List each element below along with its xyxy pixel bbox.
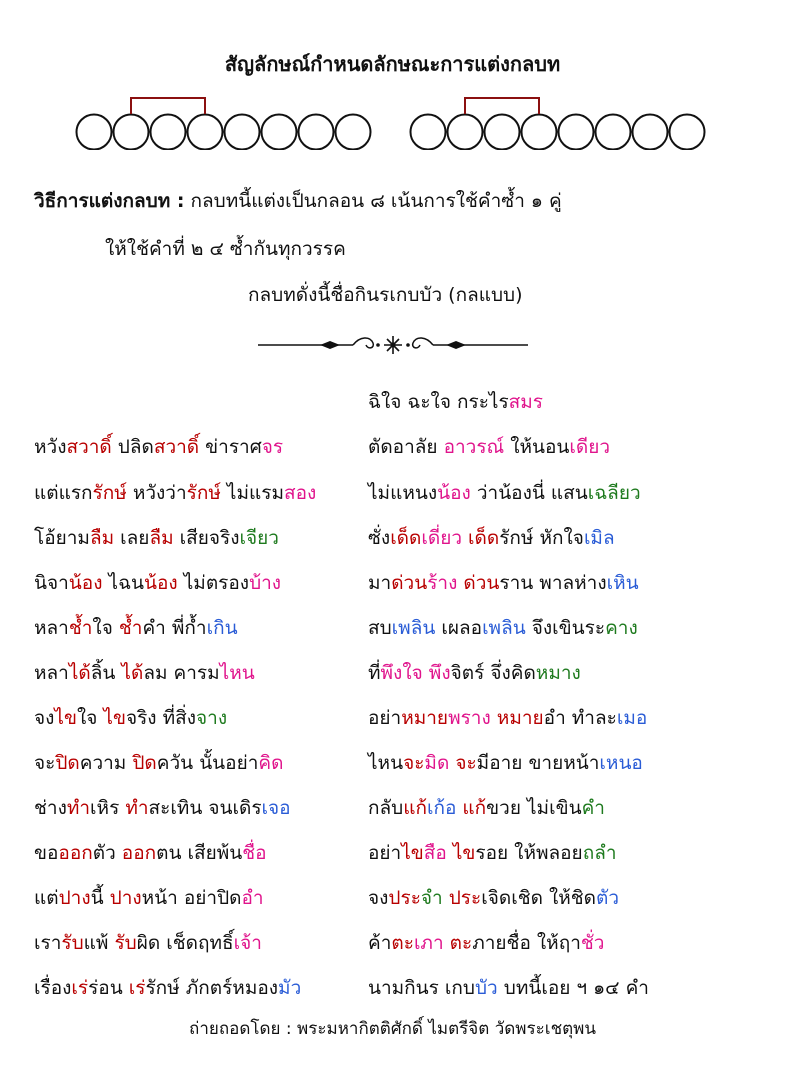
verse-segment: น้อง	[437, 482, 471, 504]
verse-segment: ลืม	[149, 527, 174, 549]
verse-line	[368, 660, 581, 686]
verse-segment: ไฉน	[102, 572, 145, 594]
verse-segment: หวังว่า	[126, 482, 187, 504]
verse-segment: ค้า	[368, 932, 392, 954]
verse-segment: จร	[261, 436, 284, 458]
verse-segment: ขอ	[34, 842, 59, 864]
verse-segment: รักษ์	[92, 482, 127, 504]
verse-segment: ด่วน	[463, 572, 500, 594]
verse-segment: ว่าน้องนี่ แสน	[470, 482, 588, 504]
verse-line	[34, 705, 227, 731]
verse-line	[368, 615, 638, 641]
intro-line-1	[34, 186, 562, 216]
verse-segment: จง	[34, 707, 55, 729]
verse-segment: โอ้ยาม	[34, 527, 90, 549]
verse-segment: เร่	[128, 977, 146, 999]
verse-segment: ช่าง	[34, 797, 67, 819]
pattern-diagram	[0, 90, 785, 150]
verse-segment: ฉิใจ ฉะใจ กระไร	[368, 391, 509, 413]
verse-segment: ตัว	[92, 842, 122, 864]
verse-line	[34, 885, 264, 911]
verse-segment: อำ ทำละ	[543, 707, 617, 729]
verse-segment: ราน พาลห่าง	[499, 572, 607, 594]
verse-segment: ไข	[452, 842, 476, 864]
verse-segment: ไหน	[219, 662, 255, 684]
verse-segment: ปาง	[109, 887, 142, 909]
verse-segment: เดี่ยว	[421, 527, 469, 549]
verse-segment: เจียว	[239, 527, 279, 549]
verse-segment: จะ	[455, 752, 477, 774]
footer-credit: ถ่ายถอดโดย : พระมหากิตติศักดิ์ ไมตรีจิต วัดพระเชตุพน	[189, 1019, 596, 1039]
verse-segment: ลืม	[89, 527, 115, 549]
verse-segment: ไม่แหนง	[368, 482, 438, 504]
verse-segment: รักษ์ หักใจ	[499, 527, 584, 549]
verse-segment: ได้	[68, 662, 91, 684]
verse-segment: ตัว	[596, 887, 620, 909]
verse-segment: บ้าง	[249, 572, 282, 594]
verse-line	[34, 795, 291, 821]
verse-segment: ไหน	[368, 752, 404, 774]
verse-segment: ให้นอน	[504, 436, 570, 458]
ornament-divider	[258, 332, 528, 358]
verse-segment: ไข	[54, 707, 77, 729]
verse-segment: ไข	[401, 842, 424, 864]
intro-line-3: กลบทดั่งนี้ชื่อกินรเกบบัว (กลแบบ)	[248, 284, 523, 306]
verse-segment: เกิน	[206, 617, 238, 639]
verse-segment: ทำ	[66, 797, 91, 819]
verse-segment: รักษ์	[186, 482, 221, 504]
verse-line	[34, 930, 262, 956]
verse-segment: ร่อน	[88, 977, 129, 999]
verse-segment: ไม่ตรอง	[177, 572, 250, 594]
verse-segment: ใจ	[92, 617, 119, 639]
verse-segment: ช้ำ	[68, 617, 93, 639]
verse-line	[34, 660, 255, 686]
verse-segment: แต่	[34, 887, 59, 909]
intro-line-2: ให้ใช้คำที่ ๒ ๔ ซ้ำกันทุกวรรค	[105, 238, 346, 260]
verse-segment: ลิ้น	[90, 662, 122, 684]
verse-line	[368, 525, 615, 551]
verse-segment: ใจ	[76, 707, 104, 729]
verse-segment: น้อง	[144, 572, 178, 594]
verse-segment: สะเทิน จนเดิร	[148, 797, 262, 819]
verse-segment: น้อง	[68, 572, 103, 594]
verse-segment: มา	[368, 572, 392, 594]
verse-segment: เดียว	[569, 436, 611, 458]
verse-segment: ตะ	[449, 932, 473, 954]
verse-line	[368, 434, 610, 460]
verse-segment: แพ้	[83, 932, 115, 954]
verse-segment: จะ	[34, 752, 56, 774]
verse-segment: ปลิด	[111, 436, 154, 458]
verse-segment: ผิด เช็ดฤทธิ์	[136, 932, 234, 954]
verse-segment: ภายชื่อ ให้ฤา	[472, 932, 581, 954]
verse-line	[368, 930, 604, 956]
verse-segment: รับ	[114, 932, 137, 954]
verse-segment: หมาง	[535, 662, 581, 684]
verse-segment: แก้	[403, 797, 427, 819]
verse-segment: คาง	[605, 617, 638, 639]
verse-line	[34, 525, 279, 551]
verse-segment: ตะ	[391, 932, 414, 954]
verse-segment: ไม่แรม	[220, 482, 284, 504]
verse-segment: หลา	[34, 617, 69, 639]
verse-line	[34, 840, 267, 866]
verse-segment: ออก	[121, 842, 157, 864]
syllable-circle	[411, 115, 446, 150]
verse-segment: กลับ	[368, 797, 404, 819]
verse-segment: สวาดิ์	[153, 436, 200, 458]
verse-segment: ประ	[448, 887, 482, 909]
verse-segment: ปิด	[55, 752, 80, 774]
verse-segment: ด่วน	[391, 572, 428, 594]
syllable-circle	[336, 115, 371, 150]
verse-segment: คิด	[258, 752, 284, 774]
verse-segment: แต่แรก	[34, 482, 93, 504]
verse-segment: ได้	[121, 662, 144, 684]
verse-segment: จึงเขินระ	[525, 617, 606, 639]
verse-segment: เพลิน	[391, 617, 436, 639]
verse-line	[34, 480, 316, 506]
syllable-circle	[225, 115, 260, 150]
verse-segment: เหนอ	[599, 752, 643, 774]
verse-line	[368, 795, 605, 821]
verse-segment: ประ	[388, 887, 421, 909]
verse-segment: ออก	[58, 842, 93, 864]
page-title: สัญลักษณ์กำหนดลักษณะการแต่งกลบท	[224, 52, 561, 76]
syllable-circle	[188, 115, 223, 150]
verse-segment: ใจ	[402, 662, 429, 684]
verse-line	[368, 750, 643, 776]
verse-segment: เจ้า	[233, 932, 262, 954]
verse-segment: แก้	[462, 797, 487, 819]
verse-segment: สวาดิ์	[66, 436, 112, 458]
verse-segment: ตัดอาลัย	[368, 436, 444, 458]
verse-segment: ทำ	[125, 797, 149, 819]
intro-text-1: กลบทนี้แต่งเป็นกลอน ๘ เน้นการใช้คำซ้ำ ๑ คู่	[190, 190, 562, 212]
verse-segment: บทนี้เอย ฯ ๑๔ คำ	[497, 977, 649, 999]
verse-segment: ถลำ	[582, 842, 617, 864]
verse-line	[368, 570, 639, 596]
verse-segment: คำ พี่ก้ำ	[142, 617, 207, 639]
verse-segment: จริง ที่สิ่ง	[125, 707, 197, 729]
verse-segment: พราง	[448, 707, 497, 729]
verse-line	[368, 389, 543, 415]
verse-segment: เหิร	[90, 797, 126, 819]
syllable-circle	[299, 115, 334, 150]
syllable-circle	[670, 115, 705, 150]
verse-segment: สือ	[423, 842, 453, 864]
verse-segment: มัว	[278, 977, 302, 999]
verse-segment: รอย ให้พลอย	[475, 842, 583, 864]
verse-segment: ขวย ไม่เขิน	[486, 797, 582, 819]
verse-line	[34, 750, 283, 776]
verse-segment: ลม คารม	[143, 662, 220, 684]
verse-segment: ซั่ง	[368, 527, 391, 549]
verse-line	[368, 885, 619, 911]
verse-segment: เมิล	[583, 527, 615, 549]
verse-segment: เรา	[34, 932, 62, 954]
syllable-circle	[633, 115, 668, 150]
verse-segment: เด็ด	[468, 527, 500, 549]
syllable-circle	[522, 115, 557, 150]
verse-segment: รับ	[61, 932, 84, 954]
syllable-circle	[448, 115, 483, 150]
verse-segment: บัว	[474, 977, 498, 999]
verse-line	[34, 570, 281, 596]
verse-segment: มิด	[424, 752, 456, 774]
verse-line	[368, 840, 617, 866]
verse-segment: ชั่ว	[580, 932, 605, 954]
verse-segment: คำ	[581, 797, 605, 819]
verse-segment: หมาย	[401, 707, 449, 729]
verse-segment: จะ	[403, 752, 425, 774]
syllable-circle	[151, 115, 186, 150]
circle-group-left	[77, 115, 371, 150]
verse-line	[368, 480, 641, 506]
verse-segment: อย่า	[368, 707, 402, 729]
circle-group-right	[411, 115, 705, 150]
syllable-circle	[596, 115, 631, 150]
verse-segment: นามกินร เกบ	[368, 977, 475, 999]
verse-segment: หลา	[34, 662, 69, 684]
verse-segment: จาง	[196, 707, 228, 729]
verse-segment: มีอาย ขายหน้า	[476, 752, 600, 774]
syllable-circle	[77, 115, 112, 150]
verse-segment: ที่	[368, 662, 381, 684]
verse-segment: ชื่อ	[242, 842, 267, 864]
verse-segment: เมอ	[616, 707, 648, 729]
verse-segment: อาวรณ์	[443, 436, 505, 458]
verse-segment: ช้ำ	[118, 617, 143, 639]
verse-segment: อำ	[241, 887, 264, 909]
syllable-circle	[485, 115, 520, 150]
verse-segment: เลย	[114, 527, 150, 549]
verse-segment: พึง	[428, 662, 451, 684]
verse-segment: สบ	[368, 617, 392, 639]
verse-segment: เหิน	[606, 572, 639, 594]
verse-segment: เฉลียว	[587, 482, 641, 504]
verse-segment: สอง	[283, 482, 317, 504]
verse-segment: นี้	[90, 887, 110, 909]
verse-segment: ตน เสียพ้น	[156, 842, 243, 864]
verse-segment: อย่า	[368, 842, 402, 864]
verse-line	[34, 434, 283, 460]
verse-segment: ไข	[103, 707, 126, 729]
verse-segment: ปิด	[132, 752, 157, 774]
verse-segment: ควัน นั้นอย่า	[156, 752, 259, 774]
verse-segment: เร่	[71, 977, 89, 999]
bracket-right	[465, 98, 539, 114]
verse-segment: เพลิน	[482, 617, 526, 639]
verse-segment: หวัง	[34, 436, 67, 458]
verse-line	[34, 615, 238, 641]
verse-segment: เสียจริง	[173, 527, 240, 549]
intro-label: วิธีการแต่งกลบท :	[34, 190, 185, 212]
verse-segment: พึง	[380, 662, 403, 684]
verse-segment: ข่าราศ	[199, 436, 262, 458]
verse-segment: เก้อ	[426, 797, 463, 819]
verse-segment: หน้า อย่าปิด	[141, 887, 242, 909]
verse-segment: นิจา	[34, 572, 69, 594]
verse-segment: รักษ์ ภักตร์หมอง	[145, 977, 279, 999]
verse-segment: ปาง	[58, 887, 91, 909]
verse-segment: สมร	[508, 391, 543, 413]
verse-segment: จำ	[420, 887, 449, 909]
syllable-circle	[114, 115, 149, 150]
bracket-left	[131, 98, 205, 114]
verse-segment: เรื่อง	[34, 977, 72, 999]
verse-segment: จิตร์ จึ่งคิด	[450, 662, 536, 684]
verse-segment: เผลอ	[435, 617, 483, 639]
verse-segment: เภา	[413, 932, 450, 954]
verse-segment: ร้าง	[427, 572, 464, 594]
verse-segment: เด็ด	[390, 527, 422, 549]
verse-segment: ความ	[79, 752, 133, 774]
verse-segment: เจอ	[261, 797, 291, 819]
verse-line	[34, 975, 301, 1001]
syllable-circle	[559, 115, 594, 150]
verse-line	[368, 975, 649, 1001]
verse-segment: จง	[368, 887, 389, 909]
verse-segment: หมาย	[496, 707, 544, 729]
verse-line	[368, 705, 647, 731]
verse-segment: เจิดเชิด ให้ชิด	[481, 887, 597, 909]
syllable-circle	[262, 115, 297, 150]
